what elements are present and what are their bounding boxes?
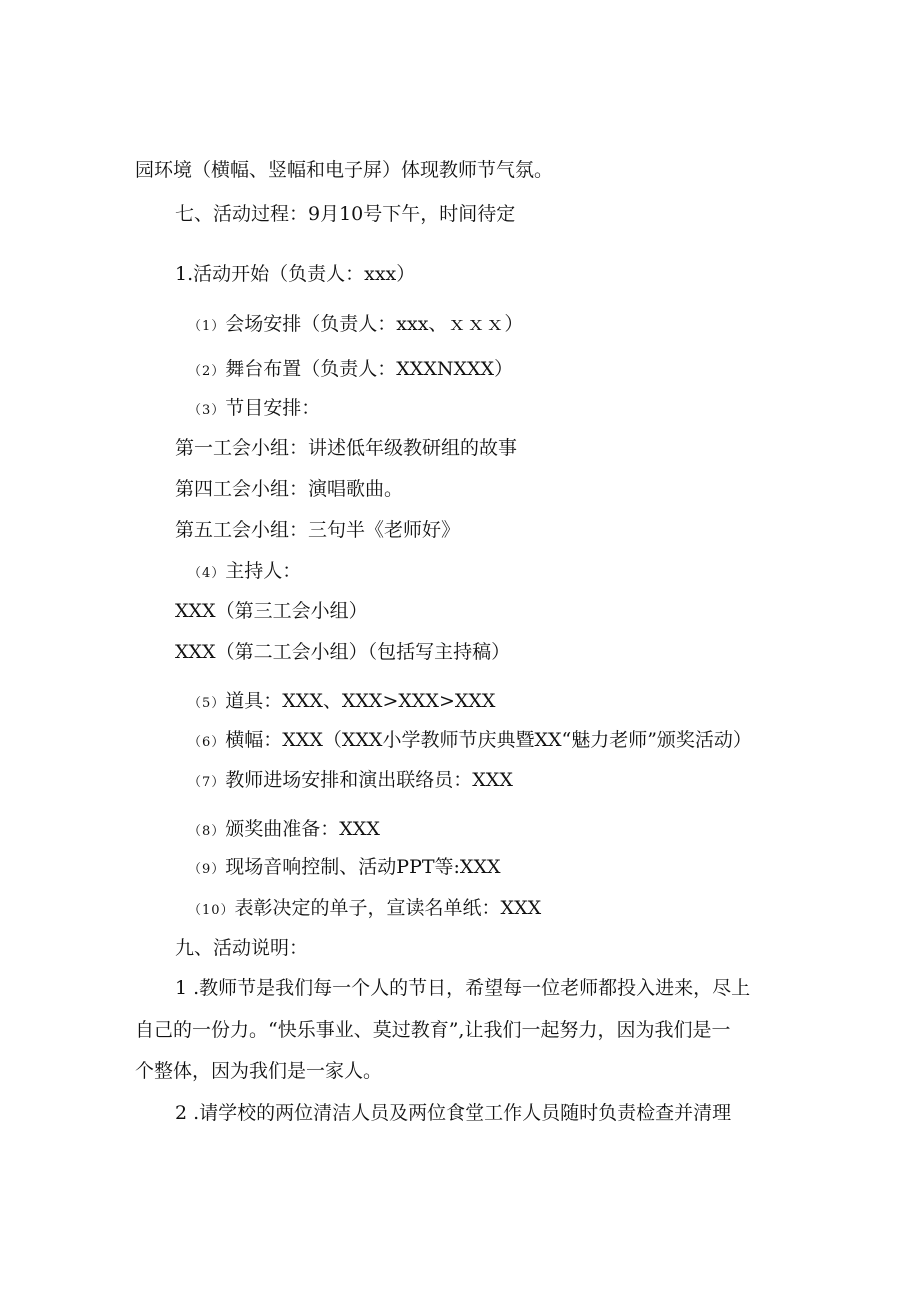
item-number: （3） (188, 403, 226, 418)
item-number: （8） (188, 824, 226, 839)
item-text: 横幅：XXX（XXX小学教师节庆典暨XX“魅力老师”颁奖活动） (225, 729, 752, 751)
item-sound-control (188, 855, 501, 882)
item-number: （1） (188, 319, 226, 334)
item-activity-start: 1.活动开始（负责人：xxx） (175, 263, 416, 285)
item-number: （9） (188, 862, 226, 877)
paragraph-campus-environment: 园环境（横幅、竖幅和电子屏）体现教师节气氛。 (135, 159, 554, 181)
item-teacher-entrance-liaison (188, 768, 513, 795)
program-group-four: 第四工会小组：演唱歌曲。 (175, 478, 404, 500)
item-number: （2） (188, 364, 226, 379)
heading-activity-process: 七、活动过程：9月10号下午，时间待定 (175, 203, 516, 225)
item-number: （4） (188, 566, 226, 581)
item-text: 教师进场安排和演出联络员：XXX (225, 769, 513, 791)
item-number: （6） (188, 735, 226, 750)
program-group-one: 第一工会小组：讲述低年级教研组的故事 (175, 437, 518, 459)
item-number: （7） (188, 775, 226, 790)
note-one-line-1: 1 .教师节是我们每一个人的节日，希望每一位老师都投入进来，尽上 (175, 977, 751, 999)
item-program-arrangement (188, 396, 320, 423)
item-host (188, 559, 301, 586)
host-one: XXX（第三工会小组） (175, 600, 368, 622)
note-one-line-3: 个整体，因为我们是一家人。 (135, 1060, 383, 1082)
item-props (188, 689, 495, 716)
item-number: （10） (188, 903, 235, 918)
item-text: 颁奖曲准备：XXX (225, 818, 380, 840)
item-text: 会场安排（负责人：xxx、ｘｘｘ） (225, 313, 524, 335)
item-commendation-list (188, 896, 541, 923)
program-group-five: 第五工会小组：三句半《老师好》 (175, 519, 461, 541)
item-text: 表彰决定的单子，宣读名单纸：XXX (234, 897, 542, 919)
note-two-line-1: 2 .请学校的两位清洁人员及两位食堂工作人员随时负责检查并清理 (175, 1102, 732, 1124)
item-number: （5） (188, 696, 226, 711)
item-text: 现场音响控制、活动PPT等:XXX (225, 856, 501, 878)
host-two: XXX（第二工会小组）（包括写主持稿） (175, 641, 511, 663)
item-text: 舞台布置（负责人：XXXNXXX） (225, 358, 514, 380)
item-banner (188, 728, 752, 755)
note-one-line-2: 自己的一份力。“快乐事业、莫过教育”,让我们一起努力，因为我们是一 (135, 1019, 731, 1041)
item-award-music (188, 817, 380, 844)
item-stage-setup (188, 357, 513, 384)
heading-activity-notes: 九、活动说明： (175, 937, 309, 959)
item-venue-arrangement (188, 312, 523, 339)
item-text: 节目安排： (225, 397, 321, 419)
item-text: 主持人： (225, 560, 302, 582)
item-text: 道具：XXX、XXX>XXX>XXX (225, 690, 496, 712)
